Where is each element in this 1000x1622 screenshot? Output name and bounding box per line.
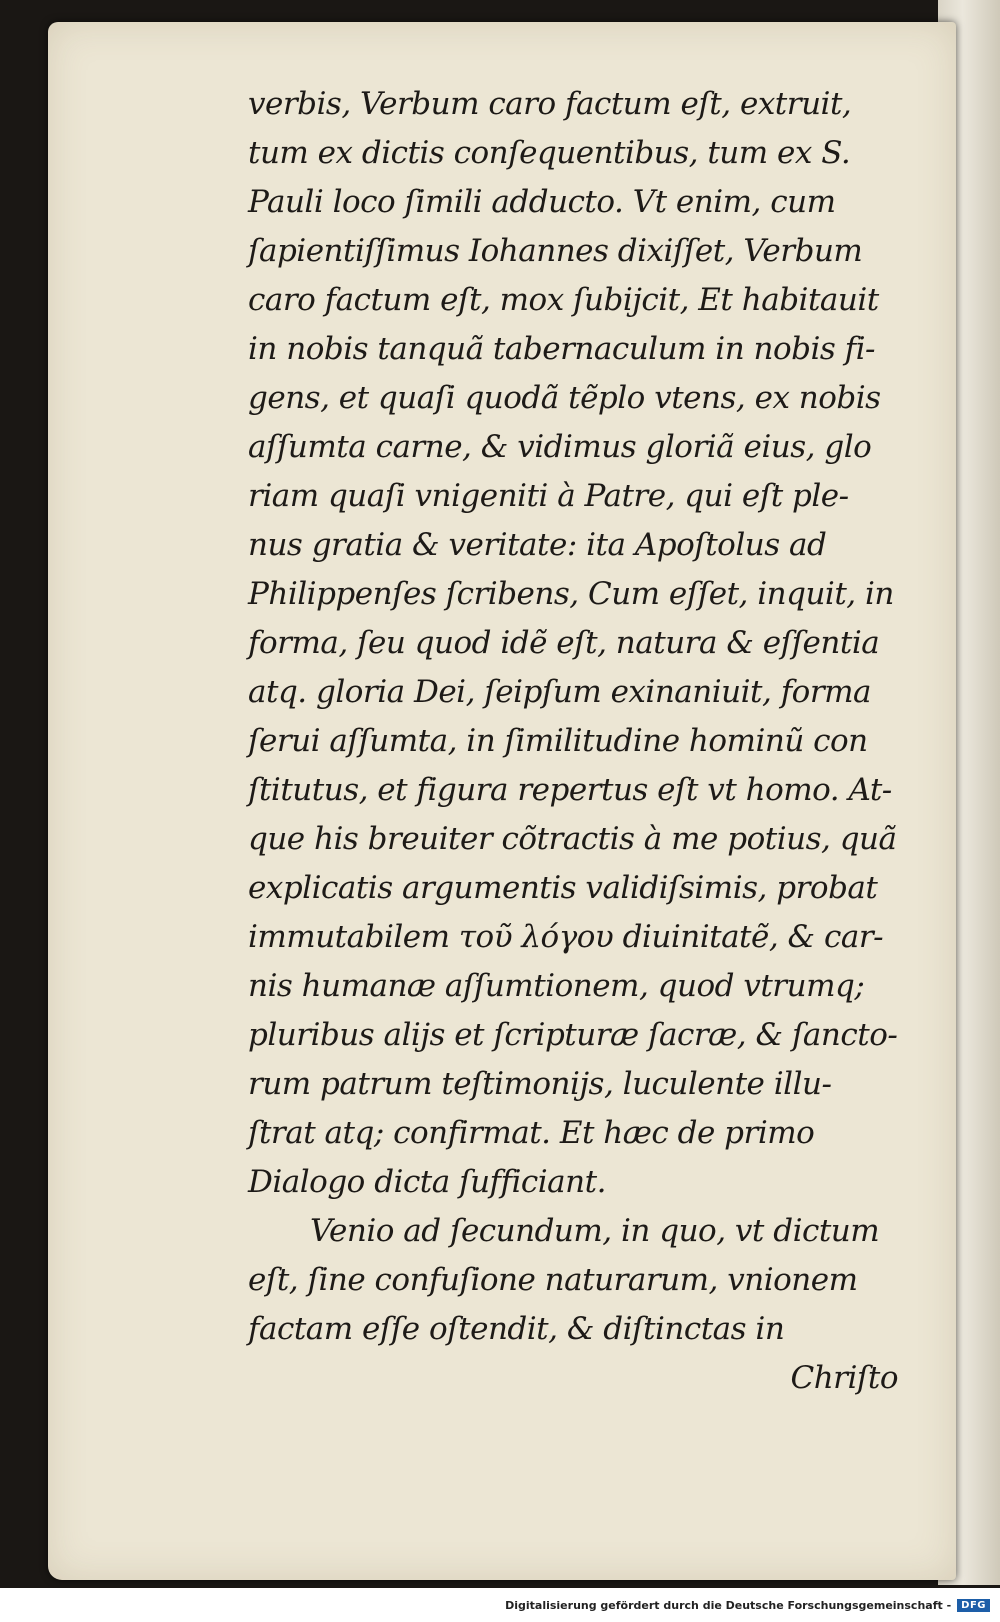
text-line: immutabilem τοῦ λόγου diuinitatẽ, & car- xyxy=(248,919,884,955)
text-line: Philippenſes ſcribens, Cum eſſet, inquit, in xyxy=(248,576,894,612)
text-line: gens, et quaſi quodã tẽplo vtens, ex nobis xyxy=(248,380,881,416)
text-line: Dialogo dicta ſufficiant. xyxy=(248,1164,606,1200)
text-line: ſtrat atq; confirmat. Et hæc de primo xyxy=(248,1115,815,1151)
paragraph-start-line: Venio ad ſecundum, in quo, vt dictum xyxy=(310,1213,880,1249)
text-line: pluribus alijs et ſcripturæ ſacræ, & ſancto- xyxy=(248,1017,898,1053)
text-line: ſtitutus, et figura repertus eſt vt homo. At- xyxy=(248,772,892,808)
catchword: Chriſto xyxy=(790,1360,898,1396)
text-line: riam quaſi vnigeniti à Patre, qui eſt ple- xyxy=(248,478,849,514)
book-page xyxy=(48,22,956,1580)
text-line: ſerui aſſumta, in ſimilitudine hominũ con xyxy=(248,723,868,759)
text-line: aſſumta carne, & vidimus gloriã eius, glo xyxy=(248,429,872,465)
dfg-logo: DFG xyxy=(957,1599,990,1612)
text-line: explicatis argumentis validiſsimis, probat xyxy=(248,870,878,906)
text-line: tum ex dictis conſequentibus, tum ex S. xyxy=(248,135,851,171)
text-line: ſapientiſſimus Iohannes dixiſſet, Verbum xyxy=(248,233,863,269)
footer-bar xyxy=(0,1588,1000,1622)
text-line: eſt, ſine confuſione naturarum, vnionem xyxy=(248,1262,858,1298)
text-line: Pauli loco ſimili adducto. Vt enim, cum xyxy=(248,184,836,220)
text-line: factam eſſe oſtendit, & diſtinctas in xyxy=(248,1311,785,1347)
text-line: verbis, Verbum caro factum eſt, extruit, xyxy=(248,86,852,122)
page-text xyxy=(248,80,938,1403)
text-line: nus gratia & veritate: ita Apoſtolus ad xyxy=(248,527,827,563)
text-line: in nobis tanquã tabernaculum in nobis fi- xyxy=(248,331,876,367)
funding-credit: Digitalisierung gefördert durch die Deutsche Forschungsgemeinschaft - xyxy=(505,1598,952,1612)
text-line: caro factum eſt, mox ſubijcit, Et habitauit xyxy=(248,282,879,318)
text-line: nis humanæ aſſumtionem, quod vtrumq; xyxy=(248,968,865,1004)
text-line: forma, ſeu quod idẽ eſt, natura & eſſentia xyxy=(248,625,880,661)
text-line: atq. gloria Dei, ſeipſum exinaniuit, forma xyxy=(248,674,872,710)
text-line: que his breuiter cõtractis à me potius, quã xyxy=(248,821,897,857)
text-line: rum patrum teſtimonijs, luculente illu- xyxy=(248,1066,832,1102)
